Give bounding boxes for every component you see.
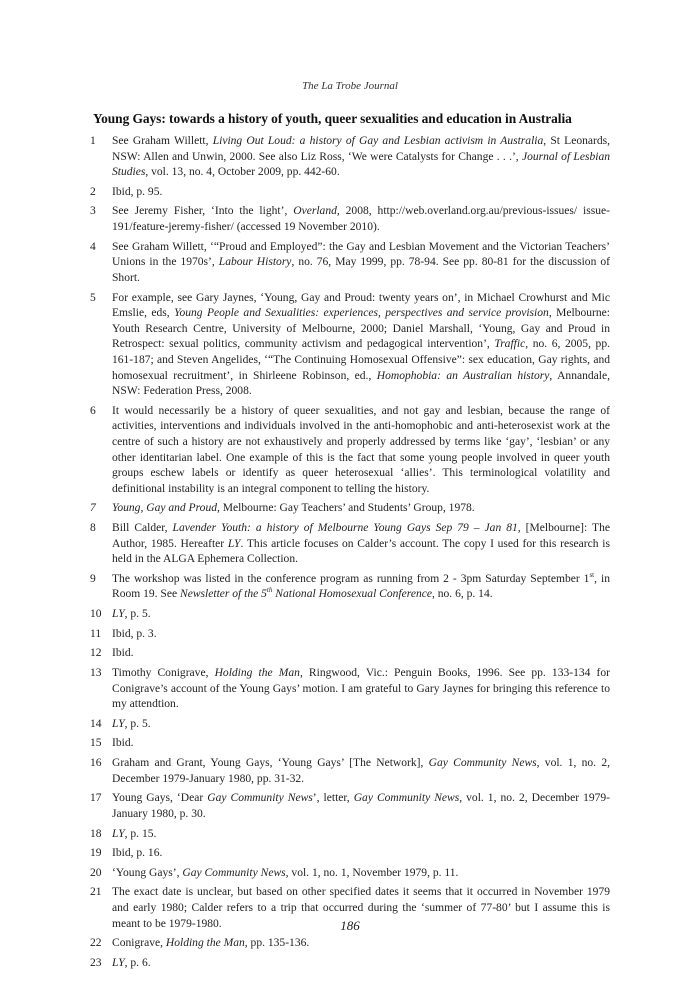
endnote-number: 8 [90,521,96,534]
endnote-item [90,501,610,517]
endnote-text [112,185,610,201]
italic-citation: th [266,586,273,595]
endnote-text-segment: Ibid, p. 3. [112,627,157,640]
italic-citation: Young, Gay and Proud [112,502,217,515]
endnote-text [112,827,610,843]
italic-citation: Gay Community News, [182,866,289,879]
endnote-text-segment: , in Room 19. See [112,572,610,601]
endnote-text-segment: , Ringwood, Vic.: Penguin Books, 1996. See pp. 133-134 for Conigrave’s account of the Young Gays’ motion. I am grateful to Gary Jaynes for bringing this reference to my attendtion. [112,666,610,711]
endnote-number: 3 [90,205,96,218]
italic-citation: Journal of Lesbian Studies [112,150,610,179]
endnote-item [90,956,610,972]
endnote-item [90,134,610,181]
endnote-text-segment: See Graham Willett, [112,135,213,147]
italic-citation: LY [112,827,125,840]
italic-citation: Holding the Man [165,937,245,950]
endnote-text-segment: , Melbourne: Gay Teachers’ and Students’ Group, 1978. [217,502,475,515]
endnote-item [90,204,610,235]
endnote-text-segment: , Melbourne: Youth Research Centre, University of Melbourne, 2000; Daniel Marshall, ‘Young, Gay and Proud in Retrospect: sexual politics, community activism and pedagogical intervention’, [112,307,610,351]
endnote-item [90,404,610,498]
endnote-text-segment: . This article focuses on Calder’s account. The copy I used for this research is held in the ALGA Ephemera Collection. [112,537,610,566]
endnote-item [90,627,610,643]
endnote-number: 19 [90,847,102,860]
endnote-text [112,736,610,752]
endnote-text [112,627,610,643]
endnote-item [90,791,610,822]
running-head: The La Trobe Journal [302,80,398,92]
endnote-item [90,866,610,882]
endnote-text-segment: st [589,570,595,579]
italic-citation: Young People and Sexualities: experiences, perspectives and service provision [174,307,549,320]
endnote-number: 10 [90,608,102,621]
endnote-text-segment: , St Leonards, NSW: Allen and Unwin, 2000. See also Liz Ross, ‘We were Catalysts for Change . . .’, [112,135,611,163]
endnote-item [90,240,610,287]
endnote-item [90,717,610,733]
endnote-item [90,827,610,843]
endnote-text-segment: , p. 6. [124,956,151,969]
article-title: Young Gays: towards a history of youth, queer sexualities and education in Australia [93,111,572,126]
endnote-number: 20 [90,866,102,879]
endnote-text-segment: The exact date is unclear, but based on other specified dates it seems that it occurred in November 1979 and early 1980; Calder refers to a trip that occurred during the ‘summer of 77-80’ but I assume this is meant to be 1979-1980. [112,886,610,930]
endnote-text [112,717,610,733]
endnote-number: 21 [90,886,102,899]
endnote-item [90,185,610,201]
endnote-text-segment: , vol. 1, no. 2, December 1979-January 1980, pp. 31-32. [112,757,610,785]
endnote-text [112,240,610,287]
endnote-item [90,572,610,603]
endnote-text-segment: ‘Young Gays’, [112,866,183,879]
endnote-text [112,521,610,568]
endnote-number: 1 [90,135,96,147]
endnote-number: 16 [90,757,102,770]
page-number: 186 [340,918,360,933]
endnote-text-segment: , vol. 13, no. 4, October 2009, pp. 442-60. [145,166,340,179]
endnote-text-segment: ’, letter, [312,792,354,805]
endnote-text-segment: The workshop was listed in the conference program as running from 2 - 3pm Saturday September 1 [112,572,590,585]
italic-citation: Gay Community News [353,792,460,805]
endnote-text [112,572,610,603]
endnote-text-segment: , no. 6, p. 14. [431,588,493,601]
endnote-text-segment: , p. 5. [124,608,151,621]
endnote-text [112,404,610,498]
endnote-text-segment: Ibid, p. 95. [112,185,163,198]
endnote-item [90,846,610,862]
endnote-item [90,646,610,662]
italic-citation: LY [112,608,125,621]
endnote-text-segment: , pp. 135-136. [244,937,310,950]
endnote-text-segment: 2008, http://web.overland.org.au/previous-issues/ issue-191/feature-jeremy-fisher/ (accessed 19 November 2010). [112,205,610,234]
endnote-number: 2 [90,185,96,198]
endnote-number: 15 [90,737,102,750]
italic-citation: Living Out Loud: a history of Gay and Lesbian activism in Australia [212,135,544,147]
endnote-number: 11 [90,627,102,640]
endnote-text-segment: Ibid. [112,737,134,750]
endnote-text [112,756,610,787]
endnote-text [112,846,610,862]
italic-citation: Gay Community News [428,757,537,770]
italic-citation: Labour History [218,256,292,269]
italic-citation: Homophobia: an Australian history [376,369,550,382]
endnote-text-segment: It would necessarily be a history of queer sexualities, and not gay and lesbian, because the range of activities, interventions and individuals involved in the anti-homophobic and anti-heterosexist work at the centre of such a history are not exhaustively and properly addressed by terms like ‘gay’, ‘lesbian’ or any other identitarian label. One example of this is the fact that some young people involved in queer youth groups eschew labels or identify as queer heterosexual ‘allies’. This terminological volatility and definitional instability is an integral component to telling the history. [112,404,610,495]
endnote-text-segment: , p. 15. [124,827,157,840]
endnote-text [112,501,610,517]
italic-citation: Holding the Man [214,666,300,679]
endnote-number: 23 [90,956,102,969]
endnote-text [112,866,610,882]
italic-citation: LY [112,956,125,969]
endnote-number: 5 [90,291,96,304]
endnote-text [112,646,610,662]
endnote-number: 6 [90,404,96,417]
endnote-text-segment: , no. 6, 2005, pp. 161-187; and Steven Angelides, ‘“The Continuing Homosexual Offensive”: sex education, Gay rights, and homosexual recruitment’, in Shirleene Robinson, ed., [112,338,610,382]
endnote-number: 14 [90,717,102,730]
endnote-item [90,666,610,713]
endnote-item [90,291,610,400]
endnote-text-segment: Timothy Conigrave, [112,666,215,679]
endnote-text-segment: See Jeremy Fisher, ‘Into the light’, [112,205,294,218]
italic-citation: LY [227,537,241,550]
endnote-number: 17 [90,792,102,805]
endnote-text [112,666,610,713]
endnote-item [90,936,610,952]
endnote-text-segment: , no. 76, May 1999, pp. 78-94. See pp. 80-81 for the discussion of Short. [112,256,610,284]
endnote-text-segment: Ibid. [112,647,134,660]
endnote-text-segment: , vol. 1, no. 2, December 1979-January 1980, p. 30. [112,792,611,820]
endnote-text-segment: Graham and Grant, Young Gays, ‘Young Gays’ [The Network], [112,757,429,770]
endnote-number: 4 [90,240,96,253]
endnote-text [112,956,610,972]
endnote-text-segment: See Graham Willett, ‘“Proud and Employed”: the Gay and Lesbian Movement and the Victorian Teachers’ Unions in the 1970s’, [112,240,610,269]
endnote-text-segment: , Annandale, NSW: Federation Press, 2008. [112,369,610,398]
endnote-text-segment: Ibid, p. 16. [112,847,163,860]
endnote-text [112,134,610,181]
italic-citation: National Homosexual Conference [272,588,432,601]
endnote-text-segment: vol. 1, no. 1, November 1979, p. 11. [288,866,459,879]
endnote-number: 7 [90,502,96,515]
endnote-text-segment: , p. 5. [124,717,151,730]
endnote-text-segment: For example, see Gary Jaynes, ‘Young, Gay and Proud: twenty years on’, in Michael Crowhurst and Mic Emslie, eds, [112,291,610,320]
endnote-item [90,521,610,568]
italic-citation: Gay Community News [207,792,313,805]
endnote-number: 9 [90,572,96,585]
endnote-text [112,607,610,623]
endnote-text [112,204,610,235]
endnote-number: 12 [90,647,102,660]
italic-citation: Lavender Youth: a history of Melbourne Young Gays Sep 79 – Jan 81, [172,521,521,534]
italic-citation: Newsletter of the 5 [180,588,267,601]
endnote-text-segment: Bill Calder, [112,521,173,534]
endnote-number: 13 [90,666,102,679]
endnote-text-segment: Conigrave, [112,937,166,950]
endnotes-list [90,134,610,976]
endnote-text-segment: [Melbourne]: The Author, 1985. Hereafter [112,521,610,550]
endnote-item [90,756,610,787]
italic-citation: Traffic [494,338,526,351]
italic-citation: Overland, [293,205,340,218]
italic-citation: LY [112,717,125,730]
endnote-text-segment: Young Gays, ‘Dear [112,792,208,805]
endnote-item [90,736,610,752]
endnote-item [90,607,610,623]
endnote-number: 22 [90,937,102,950]
endnote-text [112,291,610,400]
endnote-number: 18 [90,827,102,840]
endnote-text [112,936,610,952]
endnote-text [112,791,610,822]
